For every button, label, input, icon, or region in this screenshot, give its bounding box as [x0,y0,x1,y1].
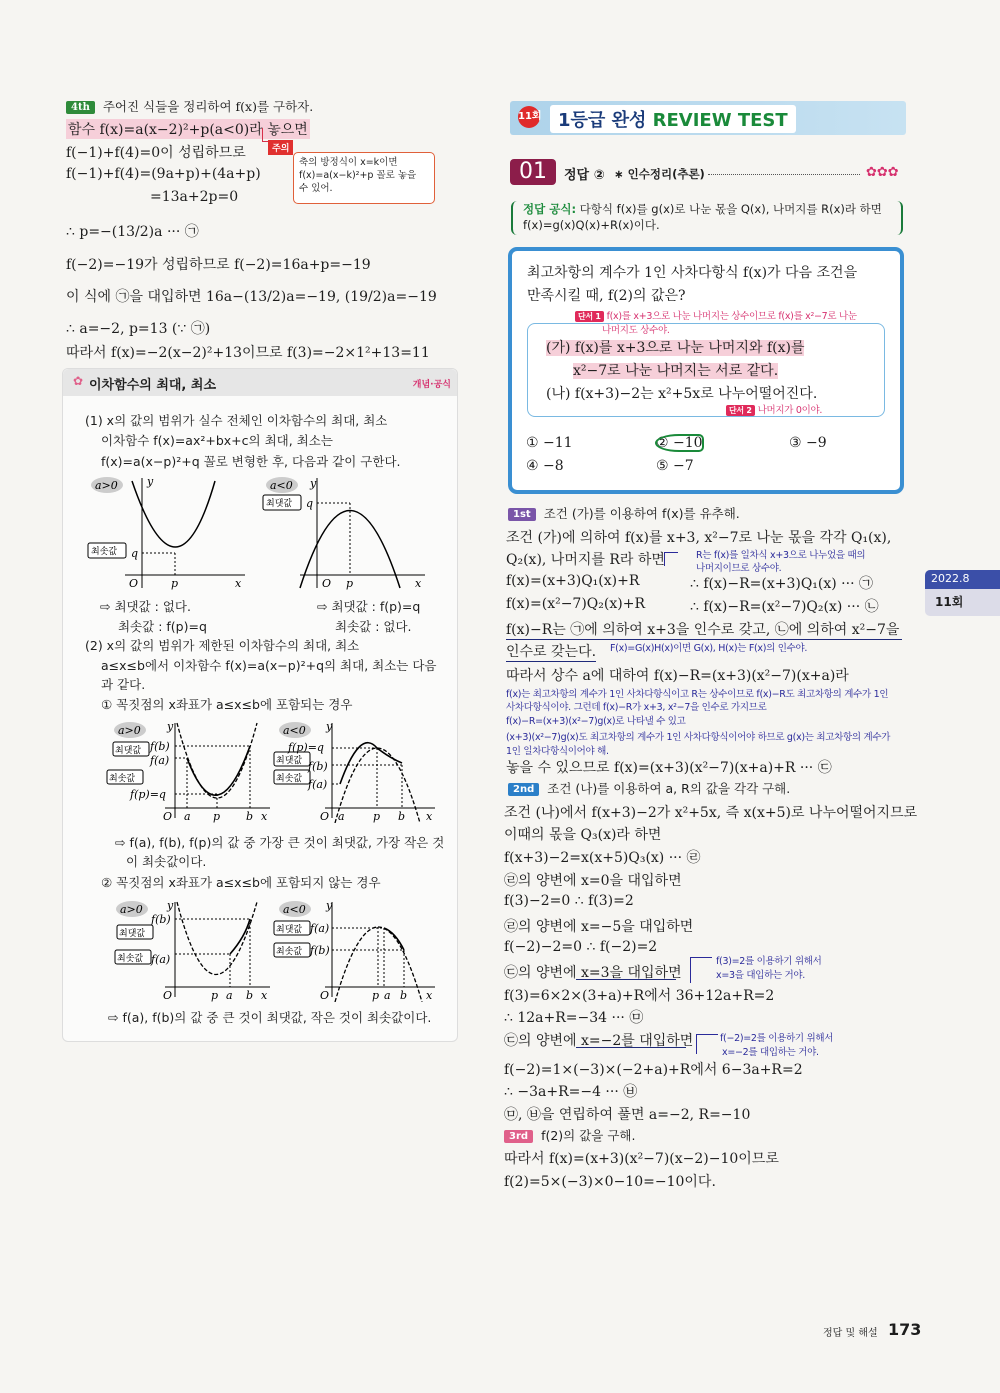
text-line: f(3)−2=0 ∴ f(3)=2 [504,893,634,909]
graph-case1-upward [105,718,275,823]
text-line: f(−1)+f(4)=0이 성립하므로 [66,145,246,161]
a-label: a [226,989,233,1002]
x-axis-label: x [261,810,268,823]
review-test-header [510,101,906,135]
text-line: f(3)=6×2×(3+a)+R에서 36+12a+R=2 [504,988,775,1004]
y-axis-label: y [147,475,154,488]
side-tab-round: 11회 [935,595,964,609]
concept-header [63,369,457,396]
condition-text: x²−7로 나눈 나머지는 서로 같다. [573,363,779,379]
note-line: f(x)=a(x−k)²+p 꼴로 놓을 [299,170,417,181]
text-line: ㉣의 양변에 x=−5을 대입하면 [504,919,694,935]
text-line: ∴ f(x)−R=(x+3)Q₁(x) ··· ㉠ [690,576,873,592]
text-line: f(−1)+f(4)=(9a+p)+(4a+p) [66,166,261,182]
graph-downward-parabola [260,473,435,591]
text-line: =13a+2p=0 [150,189,239,205]
a-label: a [384,989,391,1002]
sign-label: a<0 [283,903,306,916]
graph-upward-parabola [85,473,255,591]
sign-label: a<0 [270,479,293,492]
max-result: ⇨ 최댓값 : f(p)=q [317,599,421,614]
side-note: F(x)=G(x)H(x)이면 G(x), H(x)는 F(x)의 인수야. [610,643,808,654]
x-axis-label: x [235,577,242,590]
text-line: 과 같다. [101,677,146,692]
text-line: ㉢의 양변에 x=3을 대입하면 [504,965,682,981]
x-axis-label: x [426,810,433,823]
flower-icon: ✿ [73,374,84,388]
text-line: 따라서 f(x)=−2(x−2)²+13이므로 f(3)=−2×1²+13=11 [66,345,430,361]
y-axis-label: y [167,899,174,912]
step-badge: 4th [66,101,95,114]
step-badge: 1st [508,508,536,521]
a-label: a [338,810,345,823]
text-line: Q₂(x), 나머지를 R라 하면 [506,552,665,568]
side-note: f(3)=2를 이용하기 위해서 [716,956,822,967]
fb-label: f(b) [310,944,330,957]
formula-box [511,201,903,235]
condition-b: (나) f(x+3)−2는 x²+5x로 나누어떨어진다. [546,386,818,402]
q-label: q [131,547,139,560]
origin-label: O [163,989,173,1002]
hint-text: f(x)를 x+3으로 나눈 나머지는 상수이므로 f(x)를 x²−7로 나눈 [606,311,857,322]
sign-label: a>0 [95,479,118,492]
max-label: 최댓값 [266,499,293,509]
text-line: f(x+3)−2=x(x+5)Q₃(x) ··· ㉣ [504,850,701,866]
min-result: 최솟값 : f(p)=q [118,619,207,634]
note-line: 축의 방정식이 x=k이면 [299,157,398,168]
hint-badge: 단서 1 [575,311,604,322]
max-label: 최댓값 [276,756,303,766]
b-label: b [398,810,406,823]
p-label: p [213,810,221,823]
fp-label: f(p)=q [130,788,166,801]
footer-label: 정답 및 해설 [823,1328,878,1339]
question-number: 01 [510,159,556,185]
problem-stem: 최고차항의 계수가 1인 사차다항식 f(x)가 다음 조건을 [527,265,858,281]
min-label: 최솟값 [276,774,303,784]
condition-text: (가) f(x)를 x+3으로 나눈 나머지와 f(x)를 [546,340,805,356]
text-line: 이차함수 f(x)=ax²+bx+c의 최대, 최소는 [101,433,333,448]
min-label: 최솟값 [276,947,303,957]
origin-label: O [322,577,332,590]
max-label: 최댓값 [119,929,146,939]
b-label: b [246,989,254,1002]
round-badge: 11회 [518,106,540,128]
hint-text: 나머지가 0이야. [757,405,823,416]
y-axis-label: y [326,899,333,912]
formula-label: 정답 공식: [523,202,577,216]
text-line: ㉢의 양변에 x=−2를 대입하면 [504,1033,694,1049]
side-note: f(−2)=2를 이용하기 위해서 [720,1033,834,1044]
sign-label: a<0 [283,724,306,737]
underline [576,1047,686,1048]
text-line: 조건 (가)에 의하여 f(x)를 x+3, x²−7로 나눈 몫을 각각 Q₁(x), [506,530,892,546]
text-line: 이 식에 ㉠을 대입하면 16a−(13/2)a=−19, (19/2)a=−19 [66,289,437,305]
concept-title: 이차함수의 최대, 최소 [89,378,217,393]
graph-case2-downward [270,897,440,1002]
fa-label: f(a) [151,953,171,966]
fb-label: f(b) [151,913,171,926]
case-heading: ① 꼭짓점의 x좌표가 a≤x≤b에 포함되는 경우 [101,697,353,712]
step-title: 조건 (가)를 이용하여 f(x)를 유추해. [543,506,740,521]
min-label: 최솟값 [91,547,118,557]
hint-badge: 단서 2 [726,405,755,416]
text-line: 놓을 수 있으므로 f(x)=(x+3)(x²−7)(x+a)+R ··· ㉢ [506,760,832,776]
text-line: ⇨ f(a), f(b), f(p)의 값 중 가장 큰 것이 최댓값, 가장 작은 것 [115,835,445,850]
note-arrow [690,957,712,983]
choice-5[interactable]: ⑤ −7 [656,458,694,474]
y-axis-label: y [310,477,317,490]
fb-label: f(b) [150,740,170,753]
text-line: 따라서 f(x)=(x+3)(x²−7)(x−2)−10이므로 [504,1151,779,1167]
note-arrow [696,1034,718,1054]
hint2 [726,402,822,416]
header-title [550,105,796,133]
step-title: 조건 (나)를 이용하여 a, R의 값을 각각 구해. [547,781,791,796]
choice-1[interactable]: ① −11 [526,435,573,451]
text-line: ∴ −3a+R=−4 ··· ㉥ [504,1084,638,1100]
min-result: 최솟값 : 없다. [335,619,412,634]
min-label: 최솟값 [117,954,144,964]
text-line: ⇨ f(a), f(b)의 값 중 큰 것이 최댓값, 작은 것이 최솟값이다. [108,1010,432,1025]
max-label: 최댓값 [115,746,142,756]
note-line: 수 있어. [299,183,333,194]
text-line: (2) x의 값의 범위가 제한된 이차함수의 최대, 최소 [85,638,360,653]
y-axis-label: y [326,720,333,733]
side-note: 나머지이므로 상수야. [696,563,782,574]
problem-stem: 만족시킬 때, f(2)의 값은? [527,288,686,304]
side-note: (x+3)(x²−7)g(x)도 최고차항의 계수가 1인 사차다항식이어야 하므로 g(x)는 최고차항의 계수가 [506,732,891,743]
step-title: 주어진 식들을 정리하여 f(x)를 구하자. [102,99,314,114]
origin-label: O [163,810,173,823]
fp-label: f(p)=q [288,741,324,754]
header-title-b: REVIEW TEST [652,110,788,131]
fb-label: f(b) [308,760,328,773]
text-line: f(−2)=−19가 성립하므로 f(−2)=16a+p=−19 [66,257,371,273]
fa-label: f(a) [310,922,330,935]
case-heading: ② 꼭짓점의 x좌표가 a≤x≤b에 포함되지 않는 경우 [101,875,381,890]
text-line: 인수로 갖는다. [506,641,596,662]
step-badge: 3rd [504,1130,533,1143]
step-badge: 2nd [508,783,539,796]
max-label: 최댓값 [276,925,303,935]
text-line: 이 최솟값이다. [126,854,207,869]
origin-label: O [320,989,330,1002]
fa-label: f(a) [308,778,328,791]
text-line: ㉤, ㉥을 연립하여 풀면 a=−2, R=−10 [504,1107,751,1123]
text-line: f(2)=5×(−3)×0−10=−10이다. [504,1174,716,1190]
min-label: 최솟값 [109,774,136,784]
page-number: 173 [888,1320,922,1339]
underline [576,979,676,980]
choice-4[interactable]: ④ −8 [526,458,564,474]
text-line: 조건 (나)에서 f(x+3)−2가 x²+5x, 즉 x(x+5)로 나누어떨어지므로 [504,805,918,821]
x-axis-label: x [415,577,422,590]
text-line: f(x)=a(x−p)²+q 꼴로 변형한 후, 다음과 같이 구한다. [101,454,401,469]
choice-3[interactable]: ③ −9 [789,435,827,451]
hint-text: 나머지도 상수야. [602,325,670,336]
step-title: f(2)의 값을 구해. [541,1128,636,1143]
text-line: f(x)−R는 ㉠에 의하여 x+3을 인수로 갖고, ㉡에 의하여 x²−7을 [506,619,902,640]
text-line: ∴ p=−(13/2)a ··· ㉠ [66,224,199,240]
origin-label: O [129,577,139,590]
text-line: 따라서 상수 a에 대하여 f(x)−R=(x+3)(x²−7)(x+a)라 [506,668,849,684]
condition-a [546,337,804,357]
hint1 [575,308,857,322]
side-note: 1인 일차다항식이어야 해. [506,746,609,757]
sign-label: a>0 [118,724,141,737]
side-note: f(x)는 최고차항의 계수가 1인 사차다항식이고 R는 상수이므로 f(x)−R도 최고차항의 계수가 1인 [506,689,889,700]
y-axis-label: y [167,720,174,733]
formula-text: f(x)=g(x)Q(x)+R(x)이다. [523,218,660,232]
side-tab[interactable] [925,570,1000,616]
text-line: a≤x≤b에서 이차함수 f(x)=a(x−p)²+q의 최대, 최소는 다음 [101,658,437,673]
x-axis-label: x [426,989,433,1002]
b-label: b [400,989,408,1002]
concept-tag: 개념·공식 [412,380,451,390]
formula-text: 다항식 f(x)를 g(x)로 나눈 몫을 Q(x), 나머지를 R(x)라 하면 [579,202,882,216]
caution-note [293,152,435,204]
difficulty-stars: ✿✿✿ [866,165,899,180]
max-result: ⇨ 최댓값 : 없다. [100,599,191,614]
x-axis-label: x [261,989,268,1002]
graph-case2-upward [105,897,275,1002]
side-note: 사차다항식이야. 그런데 f(x)−R가 x+3, x²−7을 인수로 가지므로 [506,702,767,713]
sign-label: a>0 [120,903,143,916]
header-title-a: 1등급 완성 [558,110,647,131]
p-label: p [372,989,380,1002]
b-label: b [246,810,254,823]
text-line: 이때의 몫을 Q₃(x)라 하면 [504,827,662,843]
fa-label: f(a) [150,754,170,767]
answer-label: 정답 ② [564,168,605,183]
text-line: ∴ a=−2, p=13 (∵ ㉠) [66,321,211,337]
text-line: f(−2)=1×(−3)×(−2+a)+R에서 6−3a+R=2 [504,1062,803,1078]
side-tab-date: 2022.8 [925,570,1000,589]
p-label: p [171,577,179,590]
step4-heading [66,97,313,115]
side-note: x=−2를 대입하는 거야. [722,1047,819,1058]
choice-2-selected[interactable]: ② −10 [656,435,703,451]
text-line: ∴ f(x)−R=(x²−7)Q₂(x) ··· ㉡ [690,599,879,615]
p-label: p [211,989,219,1002]
a-label: a [184,810,191,823]
origin-label: O [320,810,330,823]
side-note: x=3을 대입하는 거야. [716,970,806,981]
graph-case1-downward [270,718,440,823]
text-line: f(x)=(x+3)Q₁(x)+R [506,573,640,589]
p-label: p [346,577,354,590]
p-label: p [373,810,381,823]
side-note: f(x)−R=(x+3)(x²−7)g(x)로 나타낼 수 있고 [506,716,686,727]
text-line: f(x)=(x²−7)Q₂(x)+R [506,596,645,612]
text-line: ㉣의 양변에 x=0을 대입하면 [504,873,682,889]
text-line: f(−2)−2=0 ∴ f(−2)=2 [504,939,658,955]
side-note: R는 f(x)를 일차식 x+3으로 나누었을 때의 [696,550,866,561]
text-line: (1) x의 값의 범위가 실수 전체인 이차함수의 최대, 최소 [85,413,388,428]
q-label: q [306,497,314,510]
text-line: 함수 f(x)=a(x−2)²+p(a<0)라 놓으면 [66,119,310,139]
note-tag: 주의 [268,140,293,155]
leader-dots [708,174,860,175]
text-line: ∴ 12a+R=−34 ··· ㉤ [504,1010,644,1026]
note-arrow [664,552,678,566]
topic-label: ∗ 인수정리(추론) [614,167,705,181]
